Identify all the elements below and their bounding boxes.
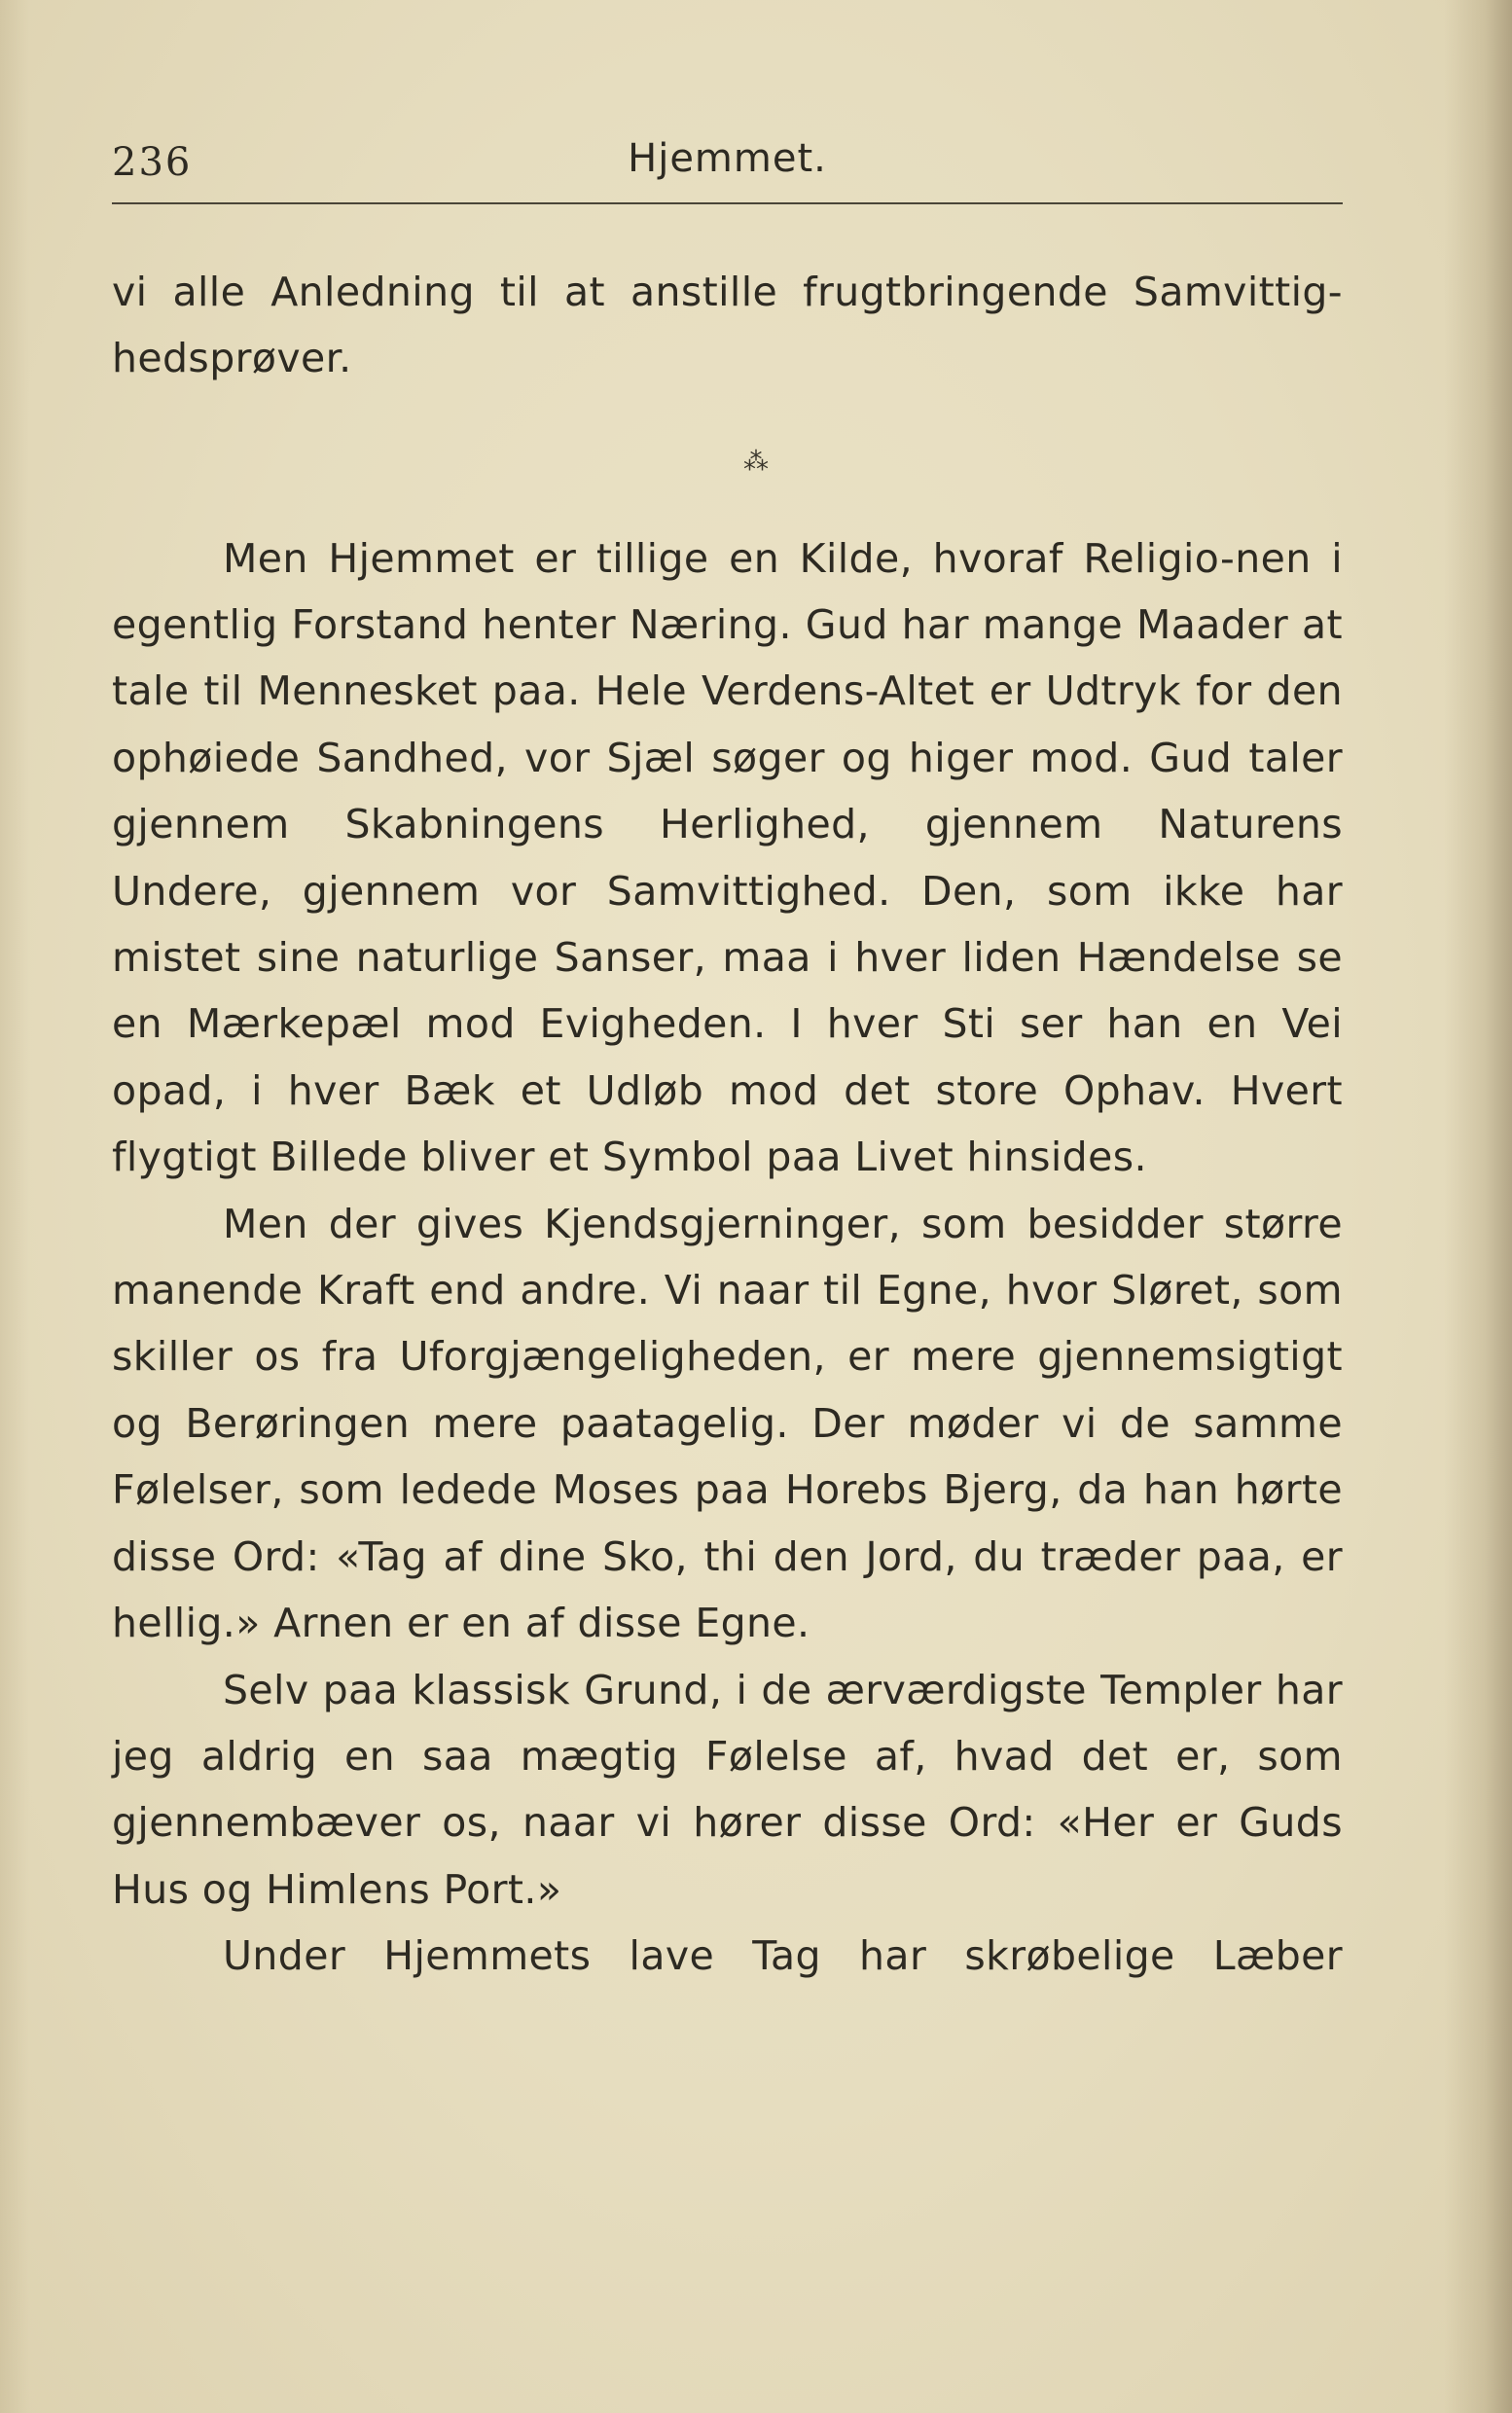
paragraph: Under Hjemmets lave Tag har skrøbelige Læber <box>223 1932 1343 1980</box>
paragraph: Selv paa klassisk Grund, i de ærværdigste Templer har jeg aldrig en saa mægtig Følelse af, hvad det er, som gjennembæver os, naar vi hører disse Ord: «Her er Guds Hus og Himlens Port.» <box>112 1666 1343 1913</box>
running-title: Hjemmet. <box>628 136 827 181</box>
page-edge-shadow <box>1444 0 1512 2413</box>
header-rule <box>112 202 1343 204</box>
section-separator: ⁂ <box>743 448 769 477</box>
paragraph: Men Hjemmet er tillige en Kilde, hvoraf Religio-nen i egentlig Forstand henter Næring. Gud har mange Maader at tale til Mennesket paa. Hele Verdens-Altet er Udtryk for den ophøiede Sandhed, vor Sjæl søger og higer mod. Gud taler gjennem Skabningens Herlighed, gjennem Naturens Undere, gjennem vor Samvittighed. Den, som ikke har mistet sine naturlige Sanser, maa i hver liden Hændelse se en Mærkepæl mod Evigheden. I hver Sti ser han en Vei opad, i hver Bæk et Udløb mod det store Ophav. Hvert flygtigt Billede bliver et Symbol paa Livet hinsides. <box>112 534 1343 1181</box>
paragraph: vi alle Anledning til at anstille frugtbringende Samvittig-hedsprøver. <box>112 269 1343 382</box>
body-text <box>112 259 1343 1990</box>
page-header <box>112 134 1343 202</box>
page-gutter-shadow <box>0 0 29 2413</box>
paragraph: Men der gives Kjendsgjerninger, som besidder større manende Kraft end andre. Vi naar til Egne, hvor Sløret, som skiller os fra Uforgjængeligheden, er mere gjennemsigtigt og Berøringen mere paatagelig. Der møder vi de samme Følelser, som ledede Moses paa Horebs Bjerg, da han hørte disse Ord: «Tag af dine Sko, thi den Jord, du træder paa, er hellig.» Arnen er en af disse Egne. <box>112 1200 1343 1647</box>
page-number: 236 <box>112 140 193 185</box>
